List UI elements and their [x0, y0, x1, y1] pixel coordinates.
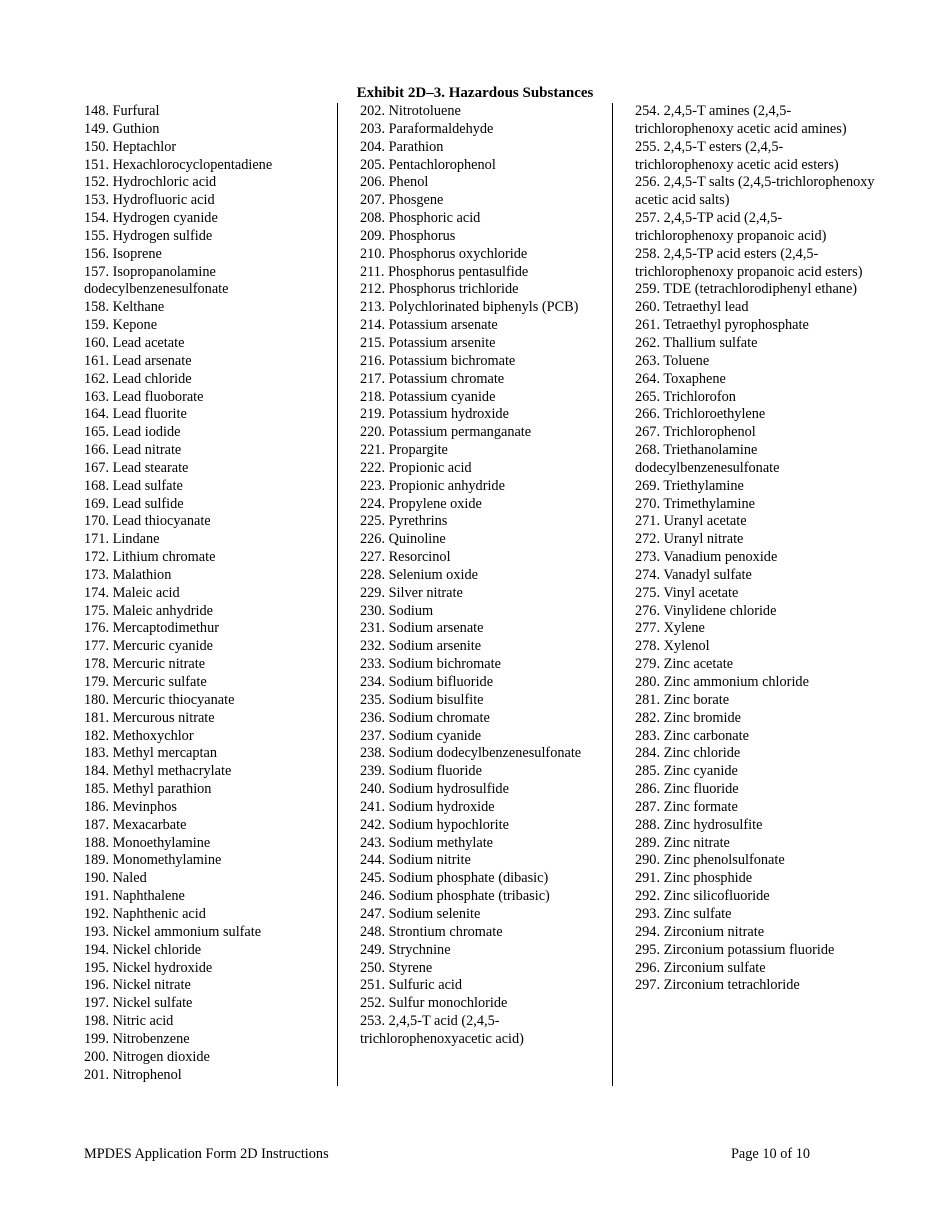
substance-list-item: 217. Potassium chromate — [360, 370, 505, 387]
substance-list-item: 231. Sodium arsenate — [360, 620, 484, 637]
substance-list-item: 175. Maleic anhydride — [84, 602, 214, 619]
substance-list-item: 195. Nickel hydroxide — [84, 959, 213, 976]
substance-list-item: 176. Mercaptodimethur — [84, 620, 219, 637]
substance-list-item: 277. Xylene — [635, 620, 705, 637]
substance-list-item: 162. Lead chloride — [84, 370, 192, 387]
substance-list-item: 224. Propylene oxide — [360, 495, 482, 512]
substance-list-item: 158. Kelthane — [84, 299, 165, 316]
substance-list-item: 205. Pentachlorophenol — [360, 156, 496, 173]
substance-list-item: 214. Potassium arsenate — [360, 317, 498, 334]
substance-list-item: 274. Vanadyl sulfate — [635, 566, 752, 583]
substance-list-item: 245. Sodium phosphate (dibasic) — [360, 870, 549, 887]
substance-list-item: 163. Lead fluoborate — [84, 388, 204, 405]
substance-list-item: 285. Zinc cyanide — [635, 763, 738, 780]
substance-list-item: 157. Isopropanolamine dodecylbenzenesulfonate — [84, 263, 229, 298]
substance-list-item: 209. Phosphorus — [360, 227, 456, 244]
substance-list-item: 228. Selenium oxide — [360, 566, 478, 583]
substance-list-item: 178. Mercuric nitrate — [84, 656, 206, 673]
substance-list-item: 257. 2,4,5-TP acid (2,4,5-trichlorophenoxy propanoic acid) — [635, 210, 827, 244]
substance-list-item: 152. Hydrochloric acid — [84, 174, 217, 191]
substance-list-item: 255. 2,4,5-T esters (2,4,5-trichlorophenoxy acetic acid esters) — [635, 138, 839, 173]
substance-list-item: 247. Sodium selenite — [360, 905, 481, 922]
substance-list-item: 256. 2,4,5-T salts (2,4,5-trichlorophenoxy acetic acid salts) — [635, 174, 875, 209]
substance-list-item: 267. Trichlorophenol — [635, 424, 756, 441]
substance-list-item: 236. Sodium chromate — [360, 709, 490, 726]
substance-list-item: 193. Nickel ammonium sulfate — [84, 923, 262, 940]
substance-list-item: 243. Sodium methylate — [360, 834, 494, 851]
substance-column-3 — [635, 103, 875, 995]
substance-list-item: 284. Zinc chloride — [635, 745, 741, 762]
substance-list-item: 234. Sodium bifluoride — [360, 674, 494, 690]
substance-list-item: 253. 2,4,5-T acid (2,4,5-trichlorophenoxyacetic acid) — [360, 1013, 524, 1047]
substance-list-item: 180. Mercuric thiocyanate — [84, 691, 235, 708]
substance-list-item: 268. Triethanolamine dodecylbenzenesulfonate — [635, 442, 780, 476]
substance-column-2 — [360, 103, 606, 1049]
substance-list-item: 173. Malathion — [84, 566, 172, 583]
substance-list-item: 259. TDE (tetrachlorodiphenyl ethane) — [635, 281, 858, 298]
substance-list-item: 240. Sodium hydrosulfide — [360, 781, 509, 798]
substance-list-item: 200. Nitrogen dioxide — [84, 1048, 210, 1065]
substance-list-item: 263. Toluene — [635, 352, 710, 369]
substance-list-item: 170. Lead thiocyanate — [84, 513, 211, 530]
substance-list-item: 156. Isoprene — [84, 245, 162, 262]
substance-list-item: 196. Nickel nitrate — [84, 977, 191, 994]
footer-document-title: MPDES Application Form 2D Instructions — [84, 1146, 329, 1162]
substance-list-item: 246. Sodium phosphate (tribasic) — [360, 888, 550, 905]
substance-list-item: 283. Zinc carbonate — [635, 727, 749, 744]
substance-list-item: 203. Paraformaldehyde — [360, 120, 494, 137]
substance-list-item: 177. Mercuric cyanide — [84, 638, 214, 655]
substance-list-item: 249. Strychnine — [360, 941, 451, 958]
substance-list-item: 208. Phosphoric acid — [360, 210, 481, 227]
substance-list-item: 230. Sodium — [360, 602, 434, 619]
substance-list-item: 213. Polychlorinated biphenyls (PCB) — [360, 299, 579, 316]
footer-page-number: Page 10 of 10 — [730, 1146, 810, 1162]
substance-list-item: 220. Potassium permanganate — [360, 424, 532, 441]
substance-list-item: 148. Furfural — [84, 103, 160, 119]
substance-list-item: 218. Potassium cyanide — [360, 388, 496, 405]
substance-list-item: 295. Zirconium potassium fluoride — [635, 941, 835, 958]
substance-list-item: 207. Phosgene — [360, 192, 444, 209]
substance-list-item: 211. Phosphorus pentasulfide — [360, 263, 529, 280]
substance-list-item: 184. Methyl methacrylate — [84, 763, 232, 780]
substance-list-item: 252. Sulfur monochloride — [360, 995, 508, 1012]
substance-list-item: 194. Nickel chloride — [84, 941, 202, 958]
substance-list-item: 188. Monoethylamine — [84, 834, 211, 851]
column-divider — [612, 103, 613, 1086]
substance-list-item: 190. Naled — [84, 870, 147, 887]
substance-list-item: 166. Lead nitrate — [84, 442, 182, 459]
substance-list-item: 169. Lead sulfide — [84, 495, 184, 512]
substance-list-item: 235. Sodium bisulfite — [360, 691, 484, 708]
substance-list-item: 229. Silver nitrate — [360, 584, 463, 601]
substance-list-item: 226. Quinoline — [360, 531, 446, 548]
substance-list-item: 269. Triethylamine — [635, 477, 744, 494]
substance-list-item: 244. Sodium nitrite — [360, 852, 471, 869]
substance-list-item: 164. Lead fluorite — [84, 406, 187, 423]
substance-list-item: 297. Zirconium tetrachloride — [635, 977, 800, 994]
substance-list-item: 210. Phosphorus oxychloride — [360, 245, 528, 262]
substance-list-item: 293. Zinc sulfate — [635, 905, 732, 922]
substance-list-item: 182. Methoxychlor — [84, 727, 194, 744]
substance-list-item: 199. Nitrobenzene — [84, 1030, 190, 1047]
substance-list-item: 189. Monomethylamine — [84, 852, 222, 869]
substance-list-item: 294. Zirconium nitrate — [635, 923, 765, 940]
substance-list-item: 286. Zinc fluoride — [635, 781, 739, 798]
substance-list-item: 290. Zinc phenolsulfonate — [635, 852, 785, 869]
substance-list-item: 272. Uranyl nitrate — [635, 531, 744, 548]
substance-list-item: 225. Pyrethrins — [360, 513, 448, 530]
substance-list-item: 265. Trichlorofon — [635, 388, 736, 405]
substance-list-item: 219. Potassium hydroxide — [360, 406, 509, 423]
substance-list-item: 222. Propionic acid — [360, 459, 472, 476]
substance-list-item: 264. Toxaphene — [635, 370, 726, 387]
substance-list-item: 280. Zinc ammonium chloride — [635, 674, 809, 690]
page-title: Exhibit 2D–3. Hazardous Substances — [356, 85, 594, 101]
substance-list-item: 202. Nitrotoluene — [360, 103, 461, 119]
substance-list-item: 289. Zinc nitrate — [635, 834, 730, 851]
substance-list-item: 273. Vanadium penoxide — [635, 549, 778, 566]
substance-list-item: 288. Zinc hydrosulfite — [635, 816, 763, 833]
substance-list-item: 258. 2,4,5-TP acid esters (2,4,5-trichlorophenoxy propanoic acid esters) — [635, 245, 863, 280]
substance-list-item: 260. Tetraethyl lead — [635, 299, 749, 316]
substance-list-item: 153. Hydrofluoric acid — [84, 192, 215, 209]
substance-list-item: 287. Zinc formate — [635, 798, 738, 815]
substance-list-item: 261. Tetraethyl pyrophosphate — [635, 317, 809, 334]
substance-list-item: 151. Hexachlorocyclopentadiene — [84, 156, 273, 173]
substance-list-item: 270. Trimethylamine — [635, 495, 755, 512]
substance-list-item: 168. Lead sulfate — [84, 477, 183, 494]
substance-list-item: 160. Lead acetate — [84, 334, 185, 351]
substance-list-item: 271. Uranyl acetate — [635, 513, 747, 530]
substance-list-item: 282. Zinc bromide — [635, 709, 742, 726]
substance-list-item: 237. Sodium cyanide — [360, 727, 482, 744]
substance-list-item: 276. Vinylidene chloride — [635, 602, 777, 619]
substance-list-item: 191. Naphthalene — [84, 888, 185, 905]
substance-list-item: 251. Sulfuric acid — [360, 977, 463, 994]
substance-list-item: 198. Nitric acid — [84, 1013, 174, 1030]
column-divider — [337, 103, 338, 1086]
substance-list-item: 266. Trichloroethylene — [635, 406, 766, 423]
substance-list-item: 250. Styrene — [360, 959, 433, 976]
substance-list-item: 155. Hydrogen sulfide — [84, 227, 213, 244]
substance-list-item: 296. Zirconium sulfate — [635, 959, 766, 976]
substance-list-item: 172. Lithium chromate — [84, 549, 216, 566]
substance-list-item: 221. Propargite — [360, 442, 448, 459]
substance-list-item: 232. Sodium arsenite — [360, 638, 482, 655]
substance-list-item: 241. Sodium hydroxide — [360, 798, 495, 815]
substance-list-item: 292. Zinc silicofluoride — [635, 888, 770, 905]
substance-list-item: 227. Resorcinol — [360, 549, 451, 566]
substance-list-item: 206. Phenol — [360, 174, 429, 191]
substance-list-item: 149. Guthion — [84, 120, 160, 137]
substance-list-item: 204. Parathion — [360, 138, 444, 155]
substance-list-item: 291. Zinc phosphide — [635, 870, 753, 887]
substance-list-item: 167. Lead stearate — [84, 459, 189, 476]
substance-list-item: 279. Zinc acetate — [635, 656, 734, 673]
substance-list-item: 201. Nitrophenol — [84, 1066, 182, 1083]
substance-list-item: 185. Methyl parathion — [84, 781, 212, 798]
substance-list-item: 154. Hydrogen cyanide — [84, 210, 218, 227]
substance-list-item: 216. Potassium bichromate — [360, 352, 516, 369]
substance-list-item: 223. Propionic anhydride — [360, 477, 505, 494]
substance-list-item: 187. Mexacarbate — [84, 816, 187, 833]
substance-column-1 — [84, 103, 330, 1084]
substance-list-item: 212. Phosphorus trichloride — [360, 281, 519, 298]
substance-list-item: 215. Potassium arsenite — [360, 334, 496, 351]
substance-list-item: 242. Sodium hypochlorite — [360, 816, 509, 833]
substance-list-item: 183. Methyl mercaptan — [84, 745, 218, 762]
substance-list-item: 278. Xylenol — [635, 638, 710, 655]
substance-list-item: 248. Strontium chromate — [360, 923, 503, 940]
substance-list-item: 171. Lindane — [84, 531, 160, 548]
substance-list-item: 197. Nickel sulfate — [84, 995, 193, 1012]
substance-list-item: 159. Kepone — [84, 317, 158, 334]
substance-list-item: 179. Mercuric sulfate — [84, 674, 207, 690]
substance-list-item: 262. Thallium sulfate — [635, 334, 758, 351]
substance-list-item: 165. Lead iodide — [84, 424, 181, 441]
substance-list-item: 161. Lead arsenate — [84, 352, 192, 369]
substance-list-item: 254. 2,4,5-T amines (2,4,5-trichlorophenoxy acetic acid amines) — [635, 103, 847, 137]
substance-list-item: 186. Mevinphos — [84, 798, 177, 815]
substance-list-item: 275. Vinyl acetate — [635, 584, 739, 601]
substance-list-item: 181. Mercurous nitrate — [84, 709, 215, 726]
substance-list-item: 239. Sodium fluoride — [360, 763, 482, 780]
substance-list-item: 150. Heptachlor — [84, 138, 177, 155]
substance-list-item: 238. Sodium dodecylbenzenesulfonate — [360, 745, 582, 762]
substance-list-item: 233. Sodium bichromate — [360, 656, 501, 673]
substance-list-item: 281. Zinc borate — [635, 691, 730, 708]
substance-list-item: 192. Naphthenic acid — [84, 905, 206, 922]
substance-list-item: 174. Maleic acid — [84, 584, 180, 601]
